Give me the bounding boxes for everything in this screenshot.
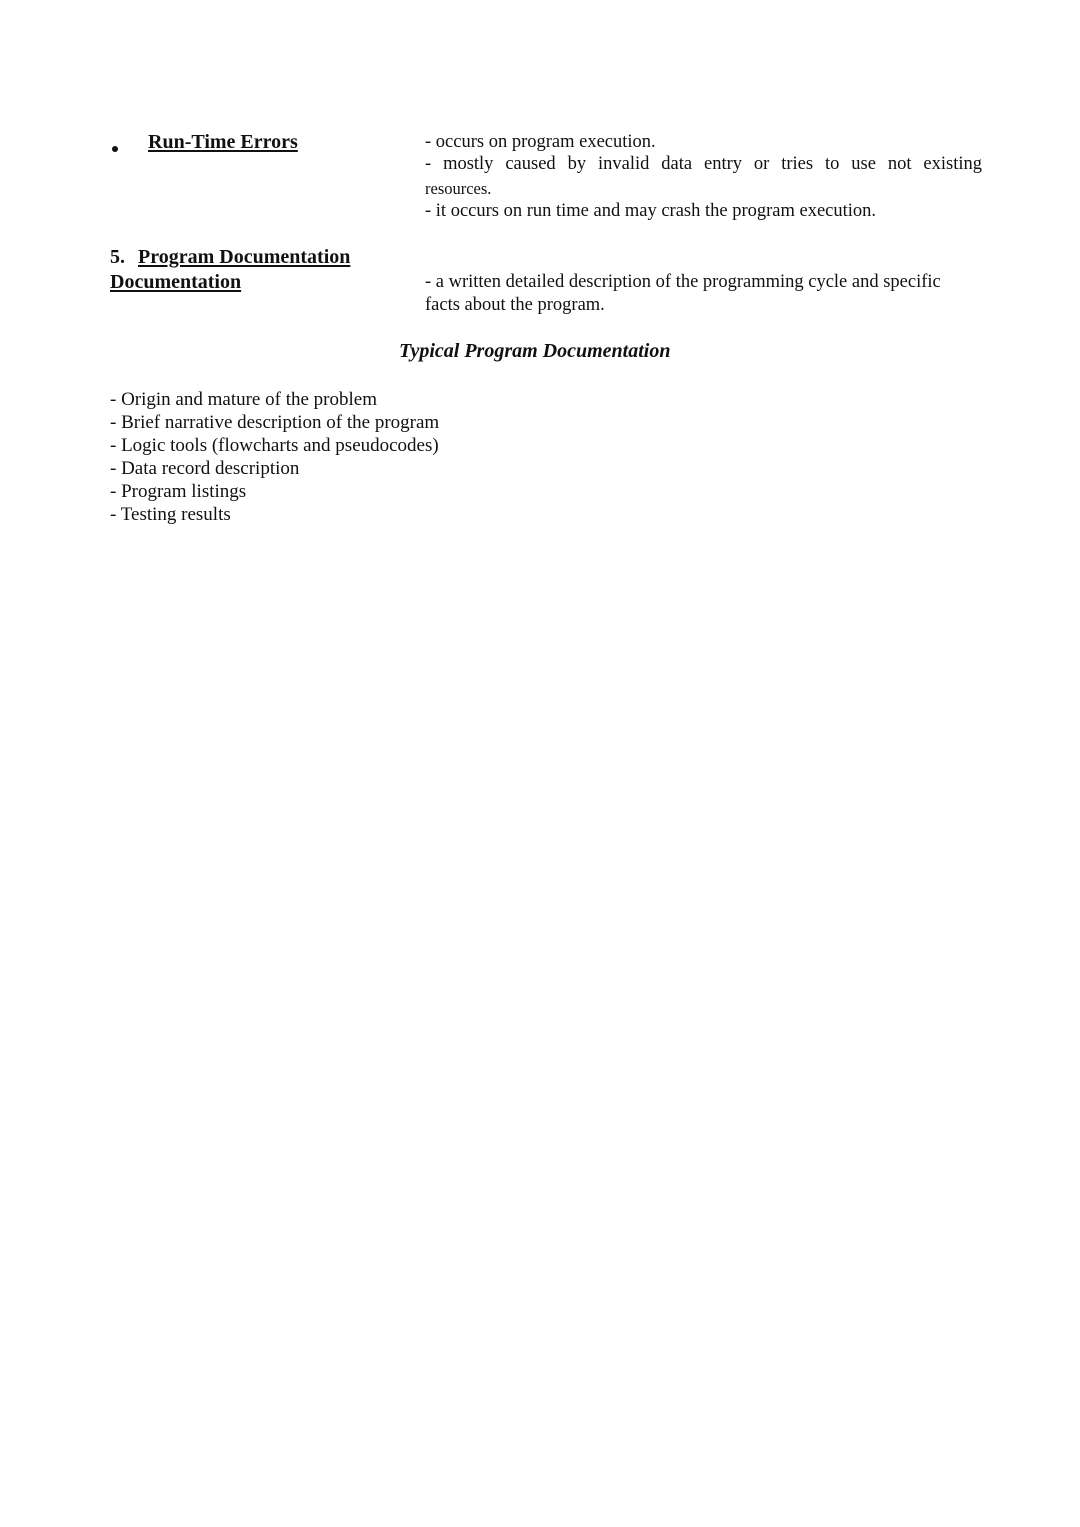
bullet-icon — [112, 146, 118, 152]
runtime-line-4: - it occurs on run time and may crash the program execution. — [425, 201, 877, 221]
runtime-errors-heading: Run-Time Errors — [148, 131, 298, 153]
list-item: - Data record description — [110, 458, 300, 479]
list-item: - Origin and mature of the problem — [110, 389, 377, 410]
program-documentation-heading: Program Documentation — [138, 246, 351, 268]
documentation-items-list — [110, 388, 439, 526]
list-item: - Testing results — [110, 504, 231, 525]
list-item: - Program listings — [110, 481, 247, 502]
documentation-subheading: Documentation — [110, 271, 242, 293]
list-item: - Logic tools (flowcharts and pseudocodes) — [110, 435, 439, 456]
runtime-line-1: - occurs on program execution. — [425, 132, 656, 152]
list-item: - Brief narrative description of the program — [110, 412, 440, 433]
definition-line-1: - a written detailed description of the programming cycle and specific — [425, 272, 941, 292]
section-number: 5. — [110, 246, 125, 268]
typical-documentation-title: Typical Program Documentation — [399, 340, 671, 362]
runtime-line-3: resources. — [425, 179, 492, 198]
runtime-line-2: - mostly caused by invalid data entry or tries to use not existing — [425, 154, 982, 174]
definition-line-2: facts about the program. — [425, 295, 605, 315]
